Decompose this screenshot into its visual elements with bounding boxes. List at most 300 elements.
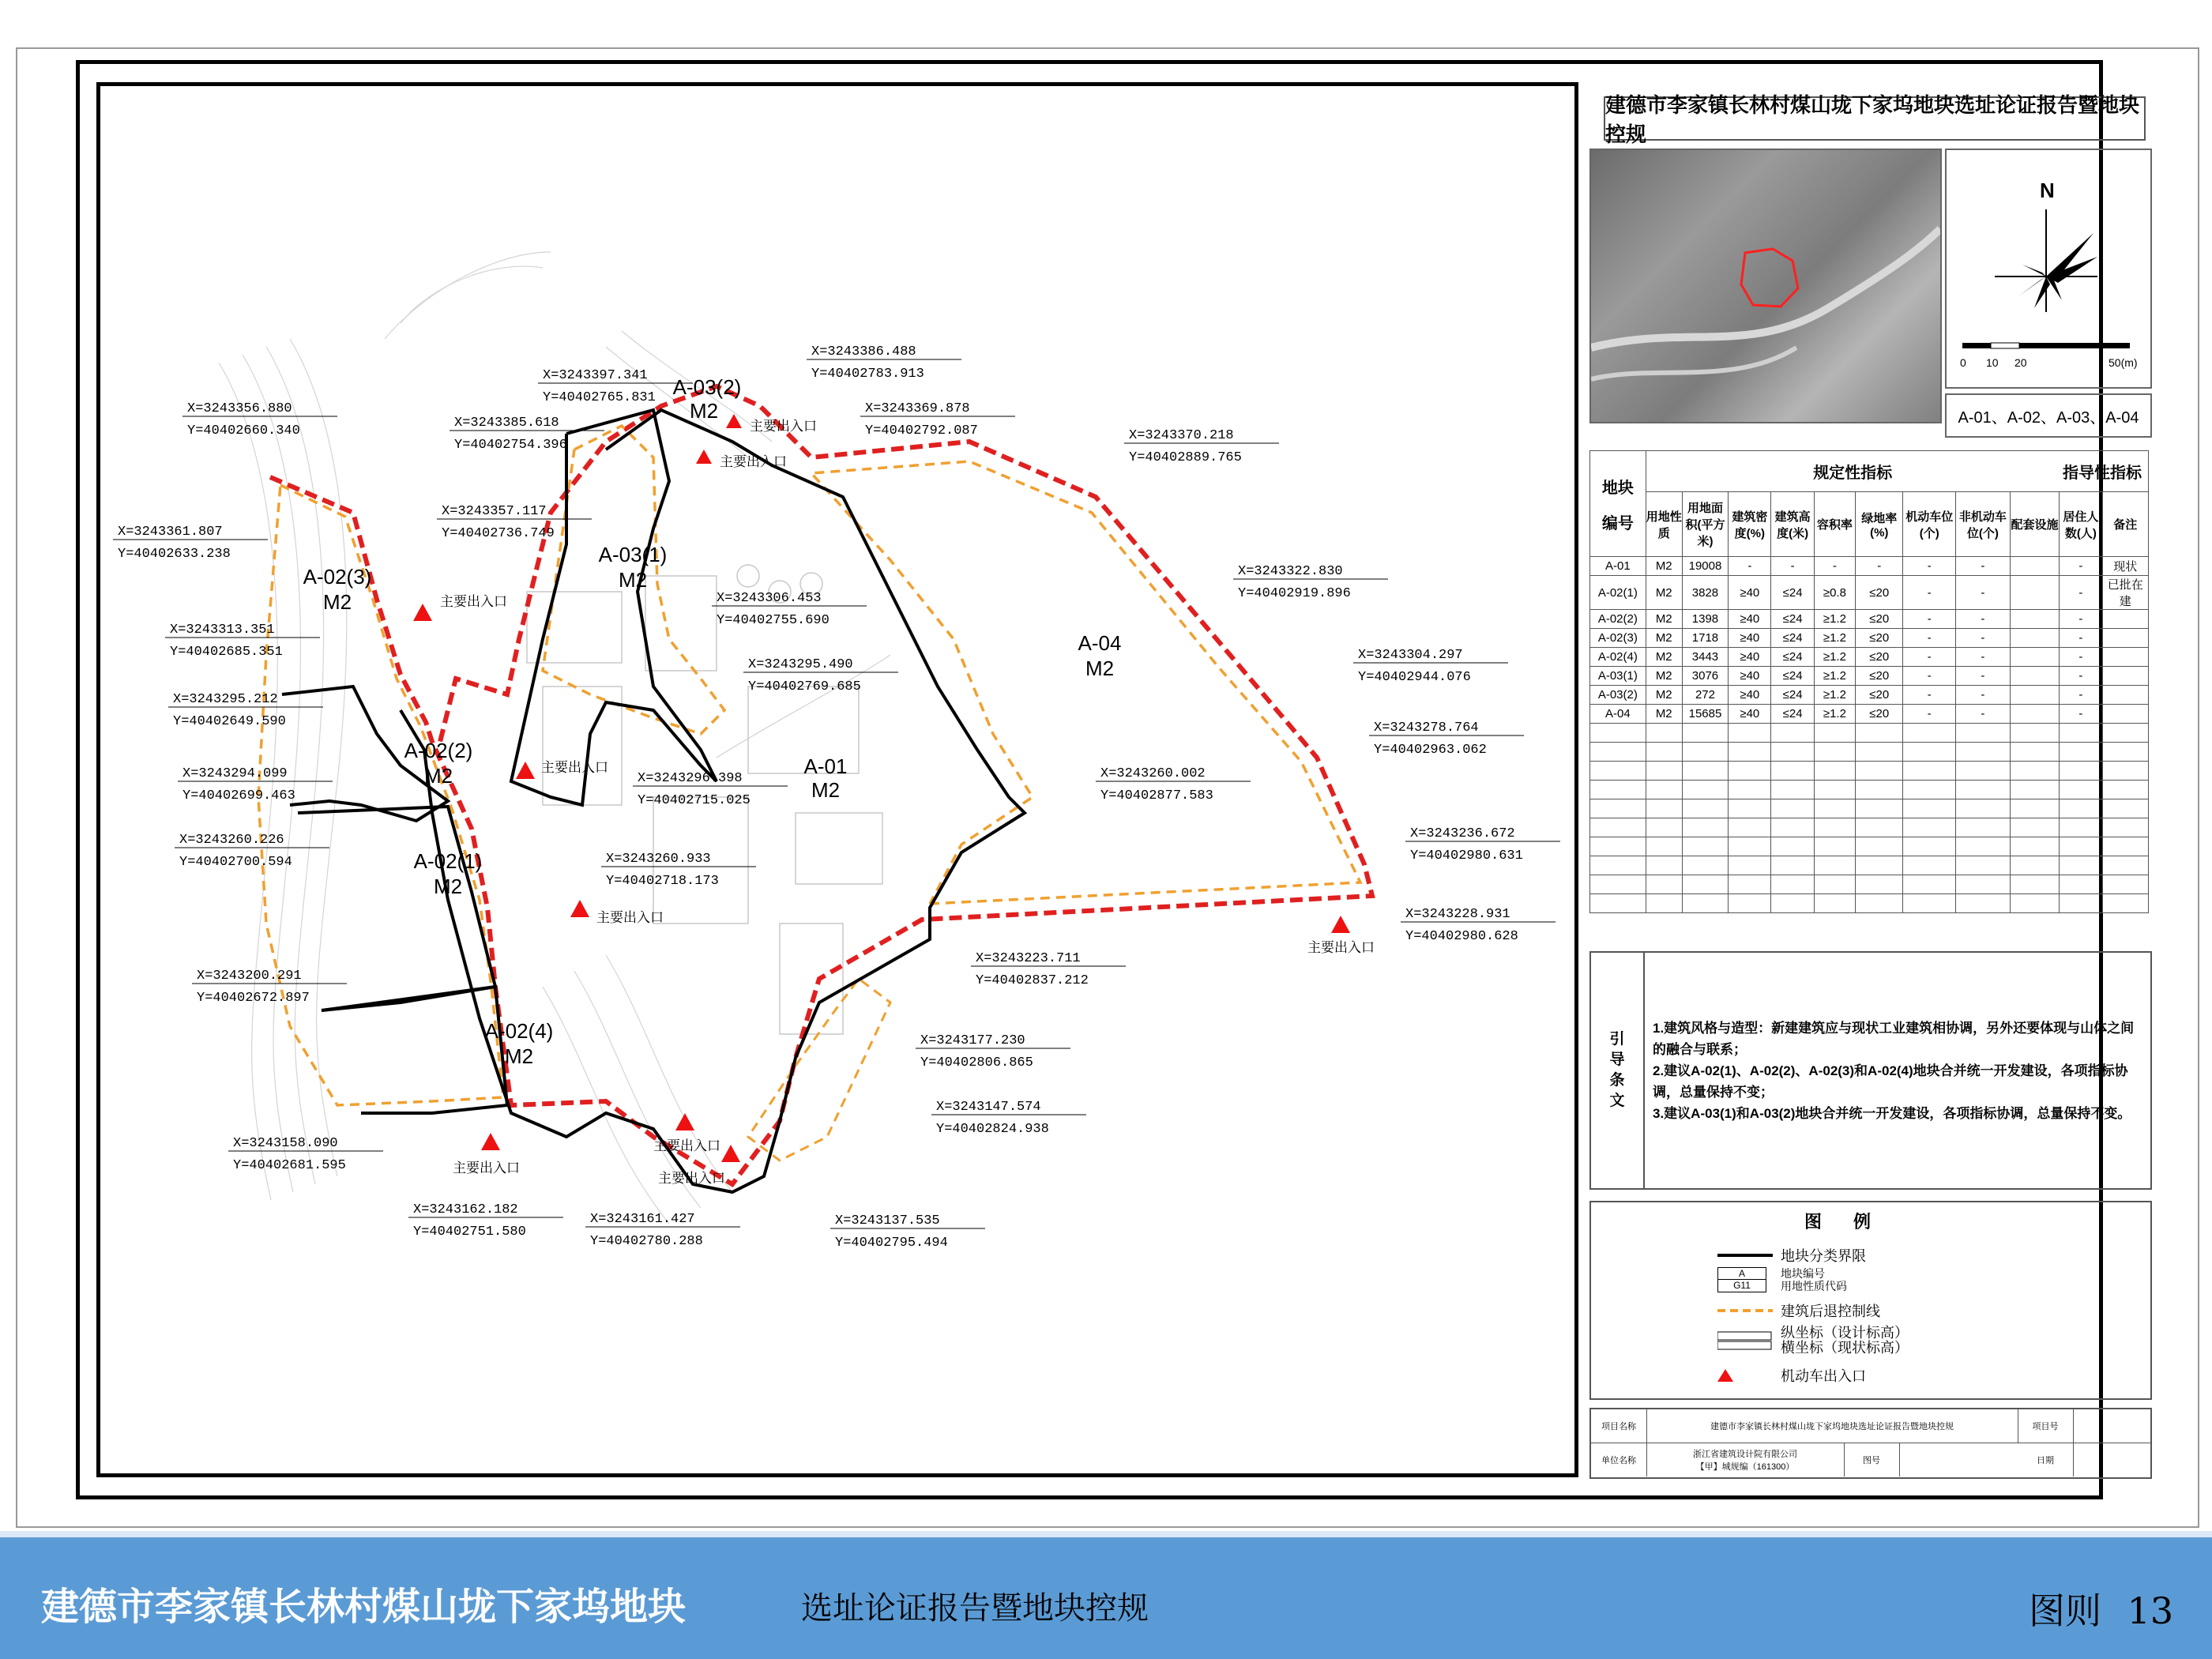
coordinate-annotation (601, 852, 756, 889)
coord-x: X=3243361.807 (118, 525, 223, 540)
table-cell (1729, 724, 1771, 743)
table-cell (2010, 648, 2060, 667)
legend-text: 横坐标（现状标高） (1781, 1340, 1909, 1356)
legend-text: 机动车出入口 (1781, 1368, 1866, 1384)
table-cell (1682, 818, 1728, 837)
entrance-label: 主要出入口 (750, 419, 817, 434)
plot-code-A-04: M2 (1085, 656, 1115, 680)
table-cell (1856, 894, 1903, 913)
table-cell (1682, 837, 1728, 856)
coord-x: X=3243370.218 (1129, 428, 1234, 443)
table-row-empty (1590, 724, 2149, 743)
table-row-empty (1590, 781, 2149, 799)
table-cell (2010, 629, 2060, 648)
title-block (1589, 1408, 2152, 1479)
table-cell: - (1903, 705, 1956, 724)
coord-x: X=3243306.453 (717, 591, 822, 606)
coord-x: X=3243147.574 (936, 1100, 1041, 1115)
col-header: 用地面积(平方米) (1682, 492, 1728, 557)
entrance-label: 主要出入口 (1307, 940, 1375, 955)
plot-label-A-02-2: A-02(2) (404, 739, 473, 762)
table-cell (1682, 724, 1728, 743)
aerial-photo-sketch (1591, 150, 1940, 422)
table-row (1590, 686, 2149, 705)
table-row-empty (1590, 743, 2149, 762)
plot-code-sample-icon (1717, 1267, 1766, 1292)
table-cell: 3828 (1682, 576, 1728, 610)
table-cell (1646, 875, 1682, 894)
table-cell (1590, 724, 1646, 743)
table-cell: M2 (1646, 557, 1682, 576)
legend-item-entrance (1717, 1365, 1866, 1386)
coord-y: Y=40402660.340 (187, 423, 300, 438)
coordinate-annotation (807, 344, 961, 382)
table-cell (2010, 743, 2060, 762)
legend-text: 用地性质代码 (1781, 1280, 1847, 1292)
table-row-empty (1590, 875, 2149, 894)
guidance-item: 3.建议A-03(1)和A-03(2)地块合并统一开发建设，各项指标协调，总量保持不变。 (1653, 1106, 2131, 1121)
coord-y: Y=40402877.583 (1100, 788, 1213, 803)
table-cell (1646, 894, 1682, 913)
table-cell: - (1771, 557, 1814, 576)
north-label: N (2040, 179, 2055, 202)
table-cell: A-02(4) (1590, 648, 1646, 667)
table-cell (1682, 781, 1728, 799)
table-cell (2102, 724, 2149, 743)
coord-x: X=3243278.764 (1374, 720, 1479, 735)
title-block-unit-line: 【甲】城规编（161300） (1695, 1462, 1795, 1472)
table-row (1590, 705, 2149, 724)
coord-y: Y=40402963.062 (1374, 743, 1487, 758)
table-cell: - (1856, 557, 1903, 576)
table-cell (1771, 799, 1814, 818)
table-cell (1856, 837, 1903, 856)
col-header: 居住人数(人) (2060, 492, 2102, 557)
table-cell: ≥1.2 (1814, 705, 1855, 724)
table-cell: ≥40 (1729, 610, 1771, 629)
col-header: 备注 (2102, 492, 2149, 557)
table-cell (1729, 743, 1771, 762)
title-block-label: 图号 (1844, 1443, 1900, 1477)
coordinate-annotation (712, 591, 867, 628)
table-cell: M2 (1646, 576, 1682, 610)
coord-x: X=3243397.341 (543, 368, 648, 383)
table-cell: - (2060, 610, 2102, 629)
table-cell (1856, 875, 1903, 894)
compass-rose-icon (1995, 209, 2097, 312)
table-cell (1729, 894, 1771, 913)
table-cell: 现状 (2102, 557, 2149, 576)
table-cell (1646, 799, 1682, 818)
entrance-marker (570, 900, 589, 917)
scale-tick: 20 (2014, 356, 2027, 369)
table-cell (1956, 762, 2011, 781)
plot-label-A-02-4: A-02(4) (484, 1019, 554, 1043)
table-cell: - (2060, 686, 2102, 705)
scale-tick: 0 (1960, 356, 1966, 369)
table-cell: ≥40 (1729, 648, 1771, 667)
title-block-label: 项目号 (2018, 1409, 2074, 1443)
table-cell: - (1956, 557, 2011, 576)
table-cell: 3443 (1682, 648, 1728, 667)
table-row-empty (1590, 818, 2149, 837)
table-cell (1856, 724, 1903, 743)
coordinate-annotation (228, 1136, 383, 1173)
table-cell (1590, 781, 1646, 799)
table-row (1590, 648, 2149, 667)
table-cell (1590, 894, 1646, 913)
table-cell: - (1956, 667, 2011, 686)
plot-code-A-03-1: M2 (618, 568, 648, 592)
table-cell (2060, 818, 2102, 837)
entrance-marker (1331, 916, 1350, 933)
footer-strip (0, 1531, 2212, 1537)
table-row (1590, 557, 2149, 576)
scale-tick: 10 (1986, 356, 1999, 369)
coord-x: X=3243228.931 (1405, 907, 1510, 922)
plot-code-A-02-4: M2 (504, 1044, 534, 1068)
entrance-marker (721, 1145, 740, 1162)
table-cell: ≥1.2 (1814, 686, 1855, 705)
table-cell (1956, 837, 2011, 856)
title-block-label: 日期 (2018, 1443, 2074, 1477)
table-cell (1646, 781, 1682, 799)
table-cell (2010, 837, 2060, 856)
table-cell (1682, 875, 1728, 894)
table-cell (2060, 743, 2102, 762)
col-header: 容积率 (1814, 492, 1855, 557)
table-header-mandatory: 规定性指标 (1646, 451, 2060, 492)
coord-x: X=3243260.226 (179, 833, 284, 848)
col-header: 配套设施 (2010, 492, 2060, 557)
footer-subtitle: 选址论证报告暨地块控规 (801, 1590, 1149, 1627)
table-cell: ≤24 (1771, 648, 1814, 667)
table-cell (1771, 762, 1814, 781)
table-cell (2010, 686, 2060, 705)
table-cell (2102, 743, 2149, 762)
table-cell: - (1956, 648, 2011, 667)
table-cell (1771, 724, 1814, 743)
table-cell: - (1729, 557, 1771, 576)
table-cell (1729, 762, 1771, 781)
table-cell (2010, 781, 2060, 799)
table-cell (2010, 667, 2060, 686)
guidance-item: 2.建议A-02(1)、A-02(2)、A-02(3)和A-02(4)地块合并统一开发建设，各项指标协调，总量保持不变； (1653, 1063, 2128, 1100)
coordinate-annotation (633, 771, 788, 808)
table-cell: M2 (1646, 705, 1682, 724)
guidance-label (1591, 953, 1645, 1188)
table-cell: 19008 (1682, 557, 1728, 576)
table-cell (2060, 856, 2102, 875)
table-cell: ≥1.2 (1814, 667, 1855, 686)
coord-y: Y=40402715.025 (638, 793, 750, 808)
coord-y: Y=40402755.690 (717, 613, 830, 628)
coord-y: Y=40402681.595 (233, 1158, 346, 1173)
table-cell: ≤24 (1771, 705, 1814, 724)
table-row (1590, 576, 2149, 610)
coord-y: Y=40402806.865 (920, 1055, 1033, 1070)
table-cell (2010, 875, 2060, 894)
table-cell (1590, 875, 1646, 894)
table-cell: A-03(2) (1590, 686, 1646, 705)
table-cell: M2 (1646, 610, 1682, 629)
coord-x: X=3243223.711 (976, 951, 1081, 966)
table-cell: 15685 (1682, 705, 1728, 724)
header-text: 编号 (1601, 514, 1634, 532)
table-cell (2060, 762, 2102, 781)
coord-y: Y=40402889.765 (1129, 450, 1242, 465)
plot-label-A-02-1: A-02(1) (413, 849, 483, 873)
legend-item-plot-boundary (1717, 1245, 1866, 1266)
table-cell (1903, 781, 1956, 799)
entrance-label: 主要出入口 (720, 454, 787, 469)
location-aerial-photo (1589, 149, 1942, 423)
entrance-label: 主要出入口 (541, 760, 608, 775)
legend-text: 纵坐标（设计标高） (1781, 1325, 1909, 1341)
entrance-label: 主要出入口 (653, 1138, 720, 1153)
table-cell (2102, 837, 2149, 856)
table-cell (1682, 799, 1728, 818)
footer-page (2029, 1582, 2173, 1635)
title-block-unit-line: 浙江省建筑设计院有限公司 (1693, 1450, 1797, 1459)
table-cell: - (2060, 705, 2102, 724)
table-cell (1956, 818, 2011, 837)
table-cell: M2 (1646, 686, 1682, 705)
title-block-label: 项目名称 (1591, 1409, 1647, 1443)
table-cell (1682, 762, 1728, 781)
plot-label-A-03-2: A-03(2) (672, 375, 742, 399)
table-cell (2010, 799, 2060, 818)
coord-x: X=3243137.535 (835, 1213, 940, 1228)
table-cell (1956, 799, 2011, 818)
table-cell: ≥40 (1729, 629, 1771, 648)
table-cell (1956, 724, 2011, 743)
table-cell (1682, 743, 1728, 762)
table-cell (1903, 724, 1956, 743)
table-cell (2102, 875, 2149, 894)
table-cell (1856, 818, 1903, 837)
coordinate-annotation (585, 1212, 740, 1249)
plot-code-A-02-3: M2 (322, 590, 352, 614)
plot-code-A-01: M2 (811, 778, 841, 802)
coord-x: X=3243158.090 (233, 1136, 338, 1151)
plot-code-A-03-2: M2 (689, 399, 719, 423)
legend-item-setback (1717, 1300, 1880, 1321)
table-cell: ≥1.2 (1814, 648, 1855, 667)
coordinate-annotation (830, 1213, 985, 1251)
coord-x: X=3243304.297 (1358, 648, 1463, 663)
table-cell: ≥1.2 (1814, 610, 1855, 629)
table-cell: - (2060, 667, 2102, 686)
guidance-label-char: 文 (1609, 1093, 1625, 1109)
table-cell: A-01 (1590, 557, 1646, 576)
coord-y: Y=40402769.685 (748, 679, 861, 694)
table-cell: ≤20 (1856, 667, 1903, 686)
table-cell: 1398 (1682, 610, 1728, 629)
table-cell: M2 (1646, 667, 1682, 686)
legend-item-coordinates (1717, 1326, 1909, 1356)
table-cell: - (1903, 629, 1956, 648)
table-cell (2060, 894, 2102, 913)
table-cell (1814, 837, 1855, 856)
table-cell (2010, 762, 2060, 781)
table-cell (1729, 818, 1771, 837)
table-cell (1956, 743, 2011, 762)
table-cell: - (1903, 686, 1956, 705)
plot-label-A-04: A-04 (1078, 631, 1122, 655)
page-number: 13 (2127, 1589, 2174, 1632)
coord-x: X=3243161.427 (590, 1212, 695, 1227)
table-cell (1771, 781, 1814, 799)
coord-y: Y=40402718.173 (606, 874, 719, 889)
coordinate-sample-icon (1717, 1329, 1773, 1352)
table-cell (1814, 875, 1855, 894)
table-cell (1856, 762, 1903, 781)
guidance-label-char: 引 (1609, 1031, 1625, 1048)
coordinate-annotation (1401, 907, 1556, 944)
table-header-plot (1590, 451, 1646, 557)
table-row (1590, 629, 2149, 648)
col-header: 建筑密度(%) (1729, 492, 1771, 557)
table-cell (1814, 743, 1855, 762)
coord-y: Y=40402980.628 (1405, 929, 1518, 944)
table-header-guiding: 指导性指标 (2060, 451, 2149, 492)
table-cell (1590, 762, 1646, 781)
table-cell: - (1956, 610, 2011, 629)
coordinate-annotation (437, 504, 592, 541)
table-cell: ≤24 (1771, 686, 1814, 705)
table-cell (2010, 576, 2060, 610)
table-cell (1771, 894, 1814, 913)
site-outline-on-photo (1741, 249, 1798, 307)
coordinate-annotation (165, 623, 320, 660)
table-cell: - (1956, 576, 2011, 610)
table-cell (2102, 686, 2149, 705)
table-cell (1771, 743, 1814, 762)
coord-y: Y=40402765.831 (543, 390, 656, 405)
table-cell (2010, 724, 2060, 743)
plot-label-A-02-3: A-02(3) (303, 565, 372, 589)
coordinate-annotation (1353, 648, 1508, 685)
coordinate-annotation (538, 368, 693, 405)
table-cell (2010, 610, 2060, 629)
table-cell: 1718 (1682, 629, 1728, 648)
table-row (1590, 610, 2149, 629)
table-cell (1646, 762, 1682, 781)
scale-tick: 50(m) (2109, 356, 2138, 369)
col-header: 建筑高度(米) (1771, 492, 1814, 557)
table-cell (1856, 743, 1903, 762)
table-cell (1646, 818, 1682, 837)
table-cell (1590, 856, 1646, 875)
table-cell: ≤20 (1856, 686, 1903, 705)
footer-title: 建德市李家镇长林村煤山垅下家坞地块 (41, 1585, 687, 1629)
table-cell (1903, 856, 1956, 875)
table-cell: ≤24 (1771, 667, 1814, 686)
entrance-marker (413, 604, 432, 621)
header-text: 地块 (1601, 479, 1634, 497)
coordinate-annotation (182, 401, 337, 438)
coord-x: X=3243357.117 (442, 504, 547, 519)
table-cell (2102, 799, 2149, 818)
legend-text: 地块编号 (1781, 1267, 1825, 1280)
table-cell (1771, 818, 1814, 837)
coordinate-annotation (916, 1033, 1070, 1070)
entrance-triangle-icon (1717, 1367, 1773, 1383)
coord-y: Y=40402672.897 (197, 991, 310, 1006)
table-cell (1903, 837, 1956, 856)
indicator-table (1589, 450, 2149, 913)
table-row-empty (1590, 762, 2149, 781)
table-cell (1814, 762, 1855, 781)
table-cell (2060, 724, 2102, 743)
coord-y: Y=40402699.463 (182, 788, 295, 803)
table-cell (1771, 837, 1814, 856)
table-cell: 272 (1682, 686, 1728, 705)
table-cell (1590, 799, 1646, 818)
table-cell: - (1956, 629, 2011, 648)
table-cell (1814, 781, 1855, 799)
table-cell (1590, 818, 1646, 837)
coordinate-annotation (113, 525, 268, 562)
table-cell (2102, 781, 2149, 799)
plot-label-A-03-1: A-03(1) (598, 543, 668, 566)
table-cell (2010, 856, 2060, 875)
table-cell: A-02(3) (1590, 629, 1646, 648)
plot-code-A-02-1: M2 (433, 875, 463, 898)
legend-text: 地块分类界限 (1781, 1248, 1866, 1264)
table-cell (2102, 705, 2149, 724)
table-cell: - (1814, 557, 1855, 576)
table-cell (1814, 856, 1855, 875)
coord-x: X=3243322.830 (1238, 564, 1343, 579)
coordinate-annotation (1405, 826, 1560, 863)
guidance-section (1589, 951, 2152, 1190)
table-cell: ≤24 (1771, 576, 1814, 610)
coordinate-annotation (408, 1202, 563, 1240)
table-cell: - (1903, 557, 1956, 576)
table-cell (1903, 818, 1956, 837)
coord-x: X=3243295.212 (173, 692, 278, 707)
table-cell: A-04 (1590, 705, 1646, 724)
coordinate-annotation (1096, 766, 1251, 803)
legend-sample-text: G11 (1718, 1279, 1766, 1291)
table-cell (1956, 781, 2011, 799)
coord-y: Y=40402783.913 (811, 367, 924, 382)
table-cell (2010, 894, 2060, 913)
guidance-text (1653, 1018, 2142, 1124)
table-cell (1903, 762, 1956, 781)
table-cell (1682, 894, 1728, 913)
coordinate-annotation (860, 401, 1015, 438)
table-cell (1729, 799, 1771, 818)
table-cell (1646, 856, 1682, 875)
table-cell (1903, 875, 1956, 894)
coord-x: X=3243356.880 (187, 401, 292, 416)
legend-sample-text: A (1738, 1268, 1745, 1279)
table-cell (2010, 557, 2060, 576)
coord-x: X=3243294.099 (182, 766, 288, 781)
entrance-label: 主要出入口 (658, 1171, 725, 1186)
table-cell: - (1903, 610, 1956, 629)
coord-y: Y=40402751.580 (413, 1224, 526, 1240)
coord-y: Y=40402685.351 (170, 645, 283, 660)
coord-y: Y=40402919.896 (1238, 586, 1351, 601)
scale-bar (1960, 343, 2138, 369)
table-row-empty (1590, 837, 2149, 856)
entrance-labels (440, 419, 1375, 1186)
table-cell: ≤20 (1856, 705, 1903, 724)
